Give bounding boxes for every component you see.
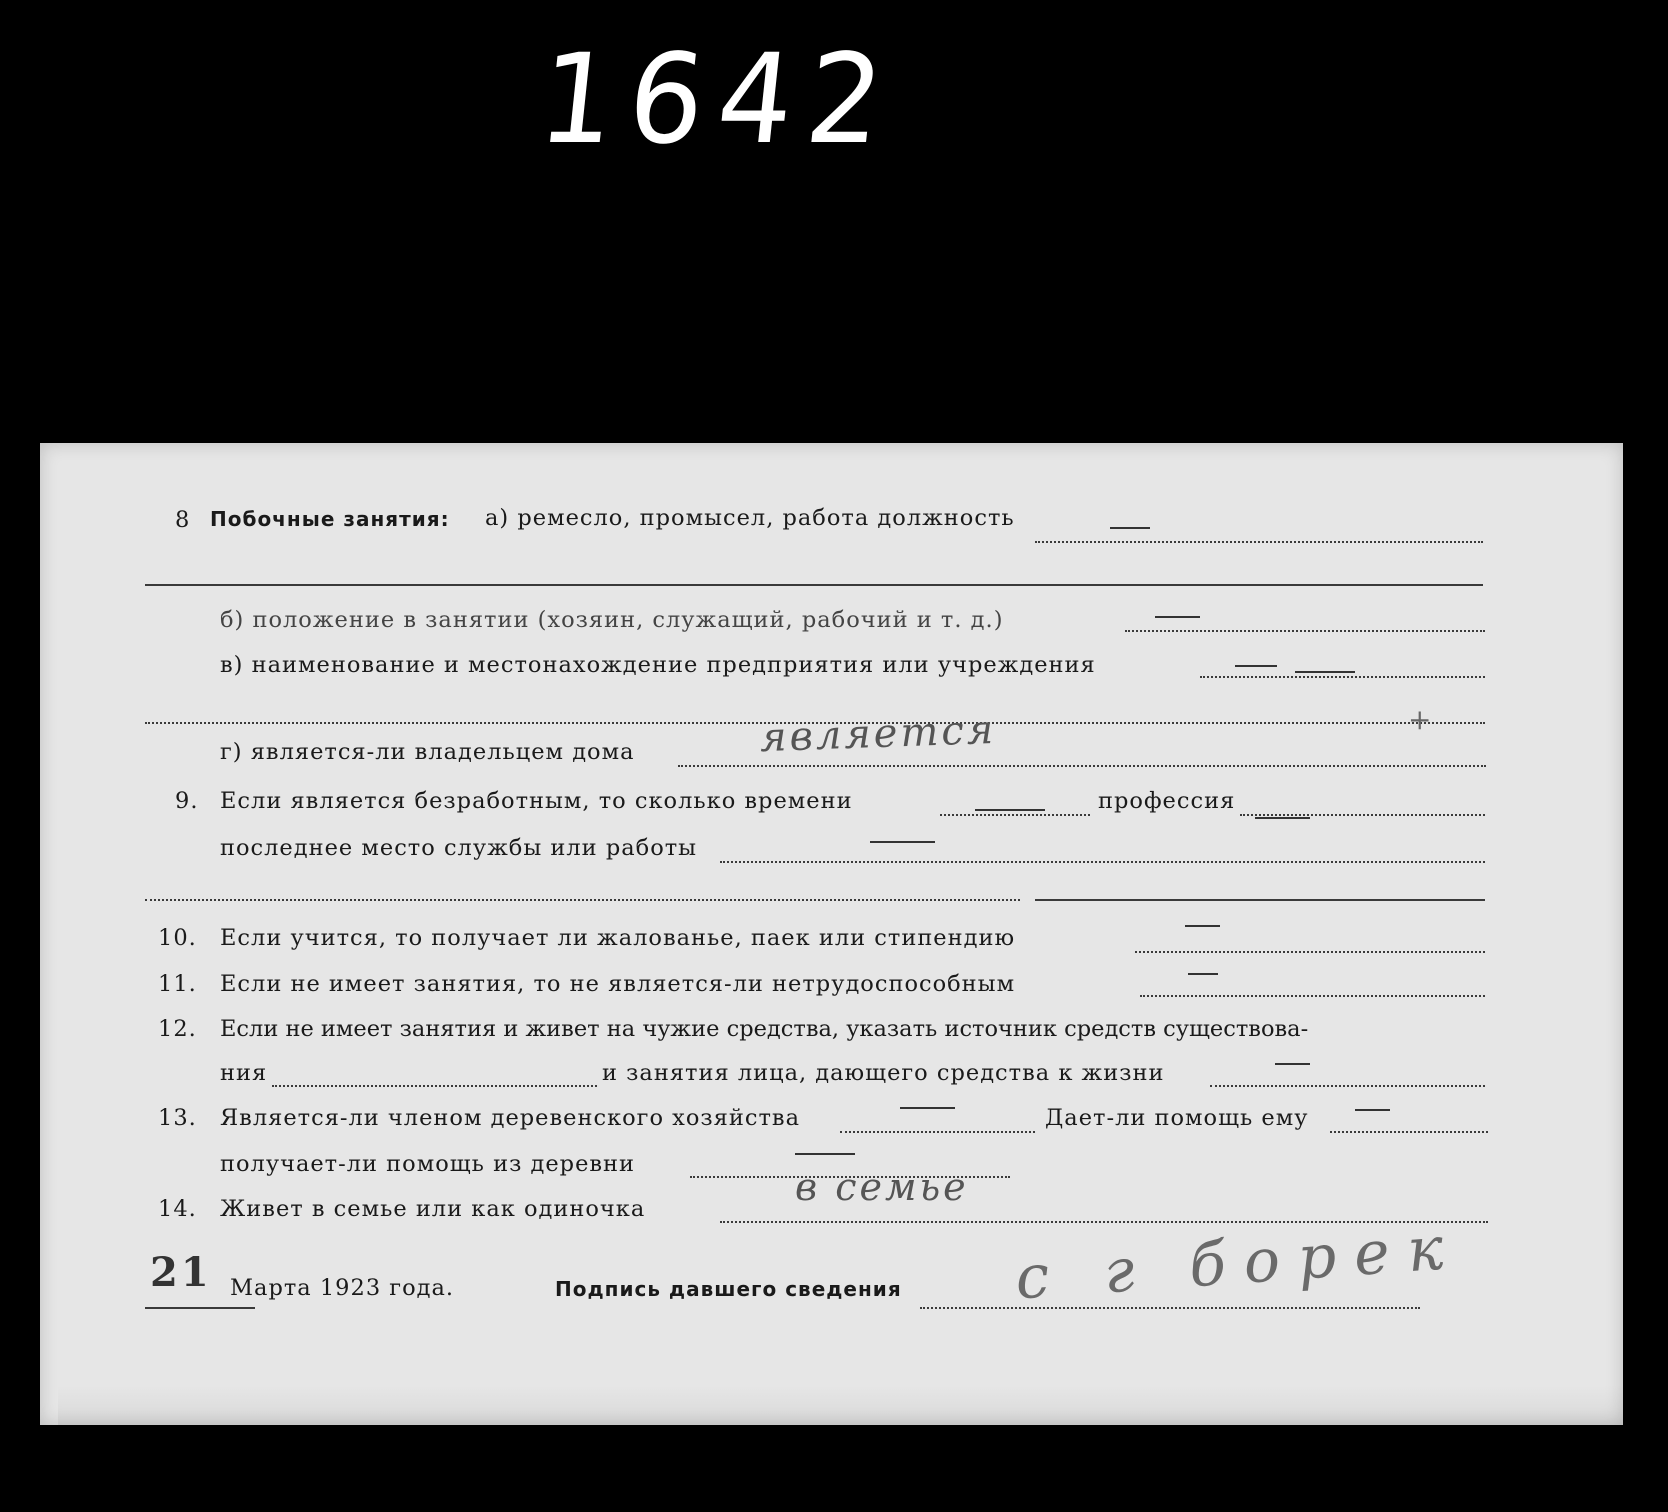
question-9-duration-line (940, 814, 1090, 816)
question-11-answer-line (1140, 995, 1485, 997)
signature-label: Подпись давшего сведения (555, 1277, 902, 1301)
question-8a-text: а) ремесло, промысел, работа должность (485, 505, 1015, 531)
question-12-person-line (1210, 1085, 1485, 1087)
question-8g-answer-line (678, 765, 1486, 767)
question-12-cont-row (40, 1060, 1623, 1104)
handwritten-signature: с г борек (1013, 1212, 1464, 1314)
question-9-last-text: последнее место службы или работы (220, 835, 698, 861)
dash-mark (870, 841, 935, 843)
question-13-member-line (840, 1131, 1035, 1133)
question-12-source-line (272, 1085, 597, 1087)
question-13-number: 13. (158, 1105, 197, 1131)
question-14-text: Живет в семье или как одиночка (220, 1196, 646, 1222)
question-13-receive-text: получает-ли помощь из деревни (220, 1151, 636, 1177)
question-9-continuation-line (1035, 899, 1485, 901)
question-8-number: 8 (175, 507, 191, 533)
question-12-number: 12. (158, 1016, 197, 1042)
separator-line (145, 584, 1483, 586)
question-11-row (40, 971, 1623, 1015)
question-10-row (40, 925, 1623, 969)
question-10-text: Если учится, то получает ли жалованье, паек или стипендию (220, 925, 1016, 951)
question-8b-text: б) положение в занятии (хозяин, служащий, рабочий и т. д.) (220, 607, 1004, 633)
question-13-text: Является-ли членом деревенского хозяйства (220, 1105, 801, 1131)
question-12-text: Если не имеет занятия и живет на чужие средства, указать источник средств существова- (220, 1016, 1309, 1042)
dash-mark (900, 1107, 955, 1109)
handwritten-answer-8g: является (759, 706, 997, 762)
dash-mark (1185, 925, 1220, 927)
question-12-row (40, 1016, 1623, 1060)
question-13-help-label: Дает-ли помощь ему (1045, 1105, 1309, 1131)
question-12-cont1: ния (220, 1060, 268, 1086)
question-9-last-line (720, 861, 1485, 863)
microfilm-frame-number: 1642 (532, 26, 904, 172)
check-mark-icon: + (1408, 703, 1432, 736)
question-8-label: Побочные занятия: (210, 507, 450, 531)
day-underline (145, 1307, 255, 1309)
question-9-continuation-line (145, 899, 1020, 901)
dash-mark (1188, 973, 1218, 975)
dash-mark (1110, 527, 1150, 529)
question-10-answer-line (1135, 951, 1485, 953)
dash-mark (1295, 671, 1355, 673)
question-9-profession-label: профессия (1098, 788, 1236, 814)
signature-line (920, 1307, 1420, 1309)
question-9-row (40, 788, 1623, 832)
question-9-text: Если является безработным, то сколько времени (220, 788, 853, 814)
dash-mark (975, 809, 1045, 811)
question-8b-answer-line (1125, 630, 1485, 632)
dash-mark (1275, 1063, 1310, 1065)
dash-mark (1155, 616, 1200, 618)
question-9-profession-line (1240, 814, 1485, 816)
question-12-cont2: и занятия лица, дающего средства к жизни (602, 1060, 1165, 1086)
handwritten-answer-14: в семье (795, 1165, 969, 1209)
question-8v-text: в) наименование и местонахождение предприятия или учреждения (220, 652, 1096, 678)
question-8v-answer-line (1200, 676, 1485, 678)
question-8g-text: г) является-ли владельцем дома (220, 739, 635, 765)
question-13-help-line (1330, 1131, 1488, 1133)
question-8a-answer-line (1035, 541, 1483, 543)
question-10-number: 10. (158, 925, 197, 951)
dash-mark (1255, 817, 1310, 819)
handwritten-day: 21 (150, 1249, 212, 1296)
dash-mark (795, 1153, 855, 1155)
question-9-last-row (40, 835, 1623, 879)
census-form-card (40, 443, 1623, 1425)
question-9-number: 9. (175, 788, 199, 814)
question-11-number: 11. (158, 971, 197, 997)
footer-date-text: Марта 1923 года. (230, 1275, 455, 1301)
question-11-text: Если не имеет занятия, то не является-ли нетрудоспособным (220, 971, 1016, 997)
question-8v-row (40, 652, 1623, 696)
dash-mark (1235, 665, 1277, 667)
question-14-number: 14. (158, 1196, 197, 1222)
dash-mark (1355, 1109, 1390, 1111)
question-8b-row (40, 607, 1623, 651)
question-13-row (40, 1105, 1623, 1149)
